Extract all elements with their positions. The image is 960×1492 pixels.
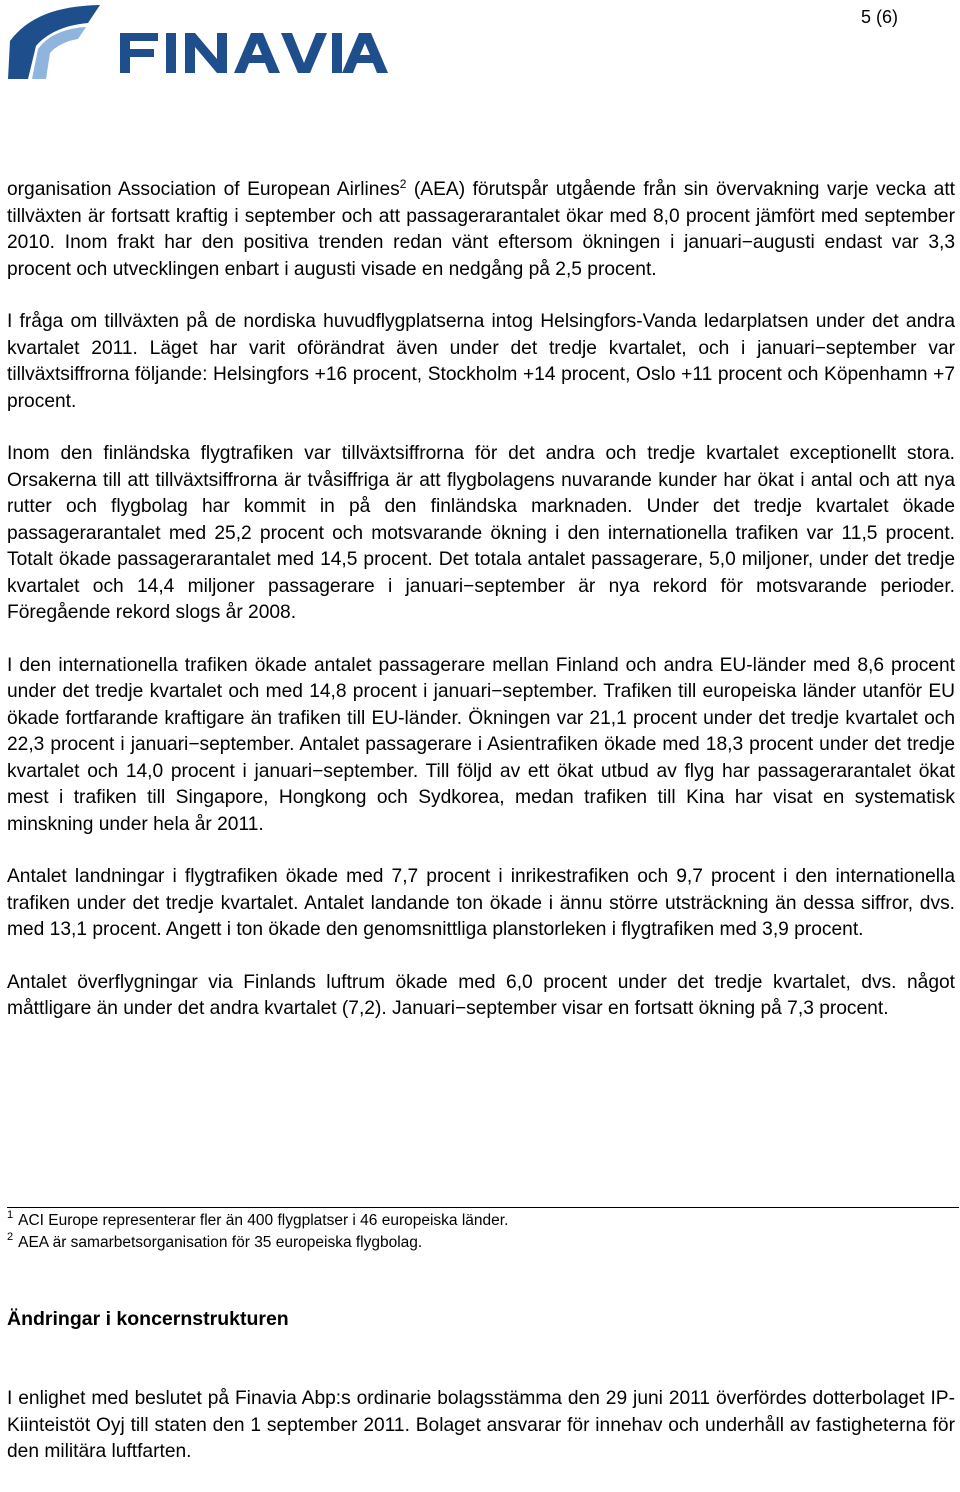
- page-number: 5 (6): [860, 7, 898, 27]
- footnote-2: [7, 1232, 955, 1254]
- footnote-mark: 2: [7, 1231, 14, 1243]
- footnote-text: AEA är samarbetsorganisation för 35 europeiska flygbolag.: [18, 1234, 423, 1251]
- finavia-logo-graphic: [8, 3, 388, 83]
- paragraph-group-structure: I enlighet med beslutet på Finavia Abp:s ordinarie bolagsstämma den 29 juni 2011 överfördes dotterbolaget IP-Kiinteistöt Oyj till staten den 1 september 2011. Bolaget ansvarar för innehav och underhåll av fastigheterna för den militära luftfarten.: [7, 1388, 955, 1462]
- main-content: [7, 177, 955, 1049]
- section-content: [7, 1386, 955, 1492]
- section-heading: Ändringar i koncernstrukturen: [7, 1308, 289, 1330]
- footnote-text: ACI Europe representerar fler än 400 flygplatser i 46 europeiska länder.: [18, 1212, 509, 1229]
- paragraph-overflights: Antalet överflygningar via Finlands luftrum ökade med 6,0 procent under det tredje kvartalet, dvs. något måttligare än under det andra kvartalet (7,2). Januari−september visar en fortsatt ökning på 7,3 procent.: [7, 971, 955, 1019]
- footnotes: [7, 1210, 955, 1254]
- paragraph-text: (AEA) förutspår utgående från sin övervakning varje vecka att tillväxten är fortsatt kraftig i september och att passagerarantalet ökar med 8,0 procent jämfört med september 2010. Inom frakt har den positiva trenden redan vänt eftersom ökningen i januari−augusti endast var 3,3 procent och utvecklingen enbart i augusti visade en nedgång på 2,5 procent.: [7, 179, 956, 280]
- footnote-1: [7, 1210, 955, 1232]
- paragraph-nordic-airports: I fråga om tillväxten på de nordiska huvudflygplatserna intog Helsingfors-Vanda ledarplatsen under det andra kvartalet 2011. Läget har varit oförändrat även under det tredje kvartalet, och i januari−september var tillväxtsiffrorna följande: Helsingfors +16 procent, Stockholm +14 procent, Oslo +11 procent och Köpenhamn +7 procent.: [7, 311, 955, 412]
- paragraph-text: organisation Association of European Airlines: [7, 179, 400, 200]
- footnote-mark: 1: [7, 1209, 14, 1221]
- footnote-divider: [7, 1207, 959, 1208]
- paragraph-international-traffic: I den internationella trafiken ökade antalet passagerare mellan Finland och andra EU-länder med 8,6 procent under det tredje kvartalet och med 14,8 procent i januari−september. Trafiken till europeiska länder utanför EU ökade fortfarande kraftigare än trafiken till EU-länder. Ökningen var 21,1 procent under det tredje kvartalet och 22,3 procent i januari−september. Antalet passagerare i Asientrafiken ökade med 18,3 procent under det tredje kvartalet och 14,0 procent i januari−september. Till följd av ett ökat utbud av flyg har passagerarantalet ökat mest i trafiken till Singapore, Hongkong och Sydkorea, medan trafiken till Kina har visat en systematisk minskning under hela år 2011.: [7, 654, 955, 835]
- paragraph-aea-forecast: [7, 177, 955, 283]
- paragraph-landings: Antalet landningar i flygtrafiken ökade med 7,7 procent i inrikestrafiken och 9,7 procent i den internationella trafiken under det tredje kvartalet. Antalet landande ton ökade i ännu större utsträckning än dessa siffror, dvs. med 13,1 procent. Angett i ton ökade den genomsnittliga planstorleken i flygtrafiken med 3,9 procent.: [7, 866, 955, 940]
- paragraph-finnish-traffic: Inom den finländska flygtrafiken var tillväxtsiffrorna för det andra och tredje kvartalet exceptionellt stora. Orsakerna till att tillväxtsiffrorna är tvåsiffriga är att flygbolagens nuvarande kunder har ökat i antal och att nya rutter och flygbolag har kommit in på den finländska marknaden. Under det tredje kvartalet ökade passagerarantalet med 25,2 procent och motsvarande ökning i den internationella trafiken var 11,5 procent. Totalt ökade passagerarantalet med 14,5 procent. Det totala antalet passagerare, 5,0 miljoner, under det tredje kvartalet och 14,4 miljoner passagerare i januari−september är nya rekord för motsvarande perioder. Föregående rekord slogs år 2008.: [7, 443, 955, 623]
- logo-wordmark: [120, 33, 388, 73]
- finavia-logo: [8, 3, 388, 83]
- footnote-reference: 2: [399, 177, 407, 191]
